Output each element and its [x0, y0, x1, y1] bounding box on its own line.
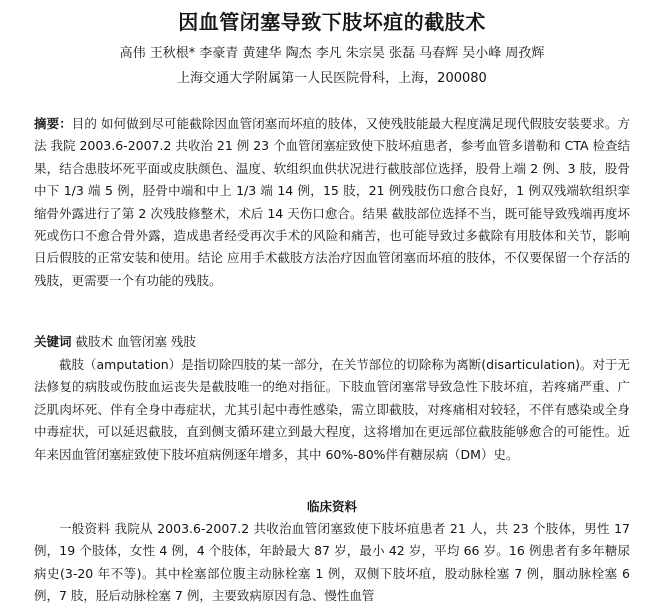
- affiliation: 上海交通大学附属第一人民医院骨科，上海，200080: [177, 71, 487, 86]
- general-data-paragraph: 一般资料 我院从 2003.6-2007.2 共收治血管闭塞致使下肢坏疽患者 21 人，共 23 个肢体，男性 17 例，19 个肢体，女性 4 例，4 个肢体，年龄最大 87 岁，最小 42 岁，平均 66 岁。16 例患者有多年糖尿病史(3-20 年不等)。其中栓塞部位腹主动脉栓塞 1 例，双侧下肢坏疽，股动脉栓塞 7 例，腘动脉栓塞 6 例，7 肢，胫后动脉栓塞 7 例，主要致病原因有急、慢性血管: [34, 521, 630, 604]
- paper-title: 因血管闭塞导致下肢坏疽的截肢术: [178, 10, 486, 34]
- author-list: 高伟 王秋根* 李豪青 黄建华 陶杰 李凡 朱宗昊 张磊 马春辉 吴小峰 周孜辉: [119, 46, 545, 61]
- section-heading: 临床资料: [306, 499, 357, 514]
- abstract-text: 目的 如何做到尽可能截除因血管闭塞而坏疽的肢体，又使残肢能最大程度满足现代假肢安装要求。方法 我院 2003.6-2007.2 共收治 21 例 23 个血管闭塞症致使下肢坏疽患者，参考血管多谱勒和 CTA 检查结果，结合患肢坏死平面或皮肤颜色、温度、软组织血供状况进行截肢部位选择，股骨上端 2 例、3 肢，股骨中下 1/3 端 5 例，胫骨中端和中上 1/3 端 14 例，15 肢，21 例残肢伤口愈合良好，1 例双残端软组织挛缩骨外露进行了第 2 次残肢修整术，术后 14 天伤口愈合。结果 截肢部位选择不当，既可能导致残端再度坏死或伤口不愈合骨外露，造成患者经受再次手术的风险和痛苦，也可能导致过多截除有用肢体和关节，影响日后假肢的正常安装和使用。结论 应用手术截肢方法治疗因血管闭塞而坏疽的肢体，不仅要保留一个存活的残肢，更需要一个有功能的残肢。: [34, 116, 631, 288]
- intro-paragraph: 截肢（amputation）是指切除四肢的某一部分，在关节部位的切除称为离断(disarticulation)。对于无法修复的病肢或伤肢血运丧失是截肢唯一的绝对指征。下肢血管闭塞常导致急性下肢坏疽，若疼痛严重、广泛肌肉坏死、伴有全身中毒症状，尤其引起中毒性感染，需立即截肢，对疼痛相对较轻，不伴有感染或全身中毒症状，可以延迟截肢，直到侧支循环建立到最大程度，这将增加在更远部位截肢能够愈合的可能性。近年来因血管闭塞症致使下肢坏疽病例逐年增多，其中 60%-80%伴有糖尿病（DM）史。: [34, 357, 630, 462]
- keywords: [34, 331, 630, 353]
- abstract-label: 摘要：: [34, 116, 72, 131]
- keywords-label: 关键词: [34, 334, 72, 349]
- abstract: [34, 113, 630, 292]
- keywords-text: 截肢术 血管闭塞 残肢: [71, 334, 196, 349]
